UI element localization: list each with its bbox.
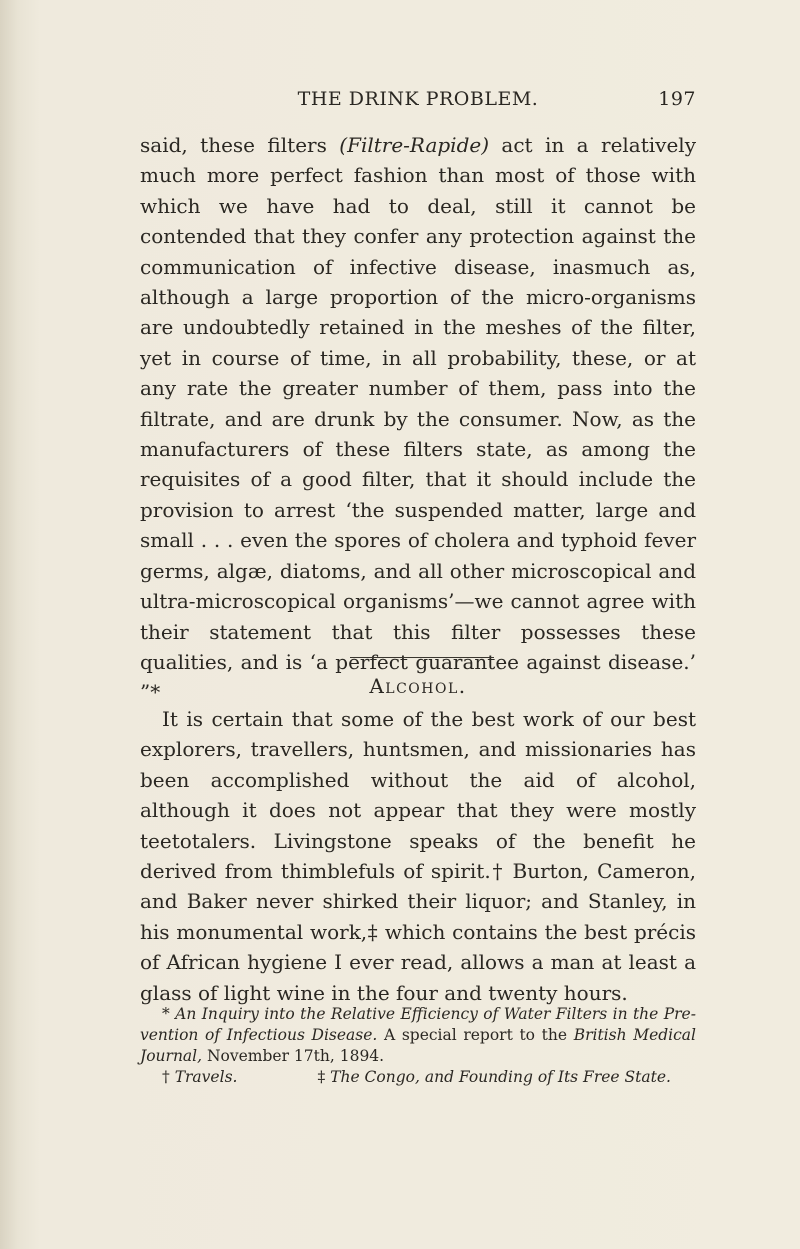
main-text xyxy=(140,130,696,708)
section-heading: Alcohol. xyxy=(369,674,467,698)
italic-run: British Medical Journal, xyxy=(140,1026,697,1065)
section-text xyxy=(140,704,696,1008)
paragraph-alcohol: It is certain that some of the best work of our best explorers, travellers, huntsmen, and missionaries has been accomplished without the aid of alcohol, although it does not appear that they were mostly teetotalers. Livingstone speaks of the benefit he derived from thimblefuls of spirit.† Burton, Cameron, and Baker never shirked their liquor; and Stanley, in his monumental work,‡ which contains the best précis of African hygiene I ever read, allows a man at least a glass of light wine in the four and twenty hours. xyxy=(140,707,696,1005)
italic-run: Travels. xyxy=(174,1068,238,1086)
italic-run: An Inquiry into the Relative Efficiency of Water Filters in the Prevention of Infectious Disease. xyxy=(140,1005,696,1044)
footnote-2-3 xyxy=(140,1067,696,1088)
footnote-mark: † xyxy=(162,1068,175,1086)
running-title: THE DRINK PROBLEM. xyxy=(297,88,539,110)
section-divider xyxy=(350,657,494,658)
text-run: A special report to the xyxy=(377,1026,574,1044)
footnotes xyxy=(140,1004,696,1088)
footnote-2 xyxy=(162,1067,237,1088)
footnote-mark: ‡ xyxy=(317,1068,331,1086)
italic-run: The Congo, and Founding of Its Free State. xyxy=(330,1068,671,1086)
text-run: November 17th, 1894. xyxy=(202,1047,385,1065)
text-run: act in a relatively much more perfect fashion than most of those with which we have had to deal, still it cannot be contended that they confer any protection against the communication of infective disease, inasmuch as, although a large proportion of the micro-organisms are undoubtedly retained in the meshes of the filter, yet in course of time, in all probability, these, or at any rate the greater number of them, pass into the filtrate, and are drunk by the consumer. Now, as the manufacturers of these filters state, as among the requisites of a good filter, that it should include the provision to arrest ‘the suspended matter, large and small . . . even the spores of cholera and typhoid fever germs, algæ, diatoms, and all other microscopical and ultra-microscopical organisms’—we cannot agree with their statement that this filter possesses these qualities, and is ‘a perfect guarantee against disease.’ ”* xyxy=(140,133,696,705)
italic-run: (Filtre-Rapide) xyxy=(339,133,490,157)
page-number: 197 xyxy=(658,88,696,110)
footnote-3 xyxy=(317,1067,670,1088)
footnote-mark: * xyxy=(162,1005,176,1023)
paragraph-filters xyxy=(140,130,696,708)
text-run: said, these filters xyxy=(140,133,340,157)
footnote-1 xyxy=(140,1004,696,1067)
running-header xyxy=(140,88,696,118)
